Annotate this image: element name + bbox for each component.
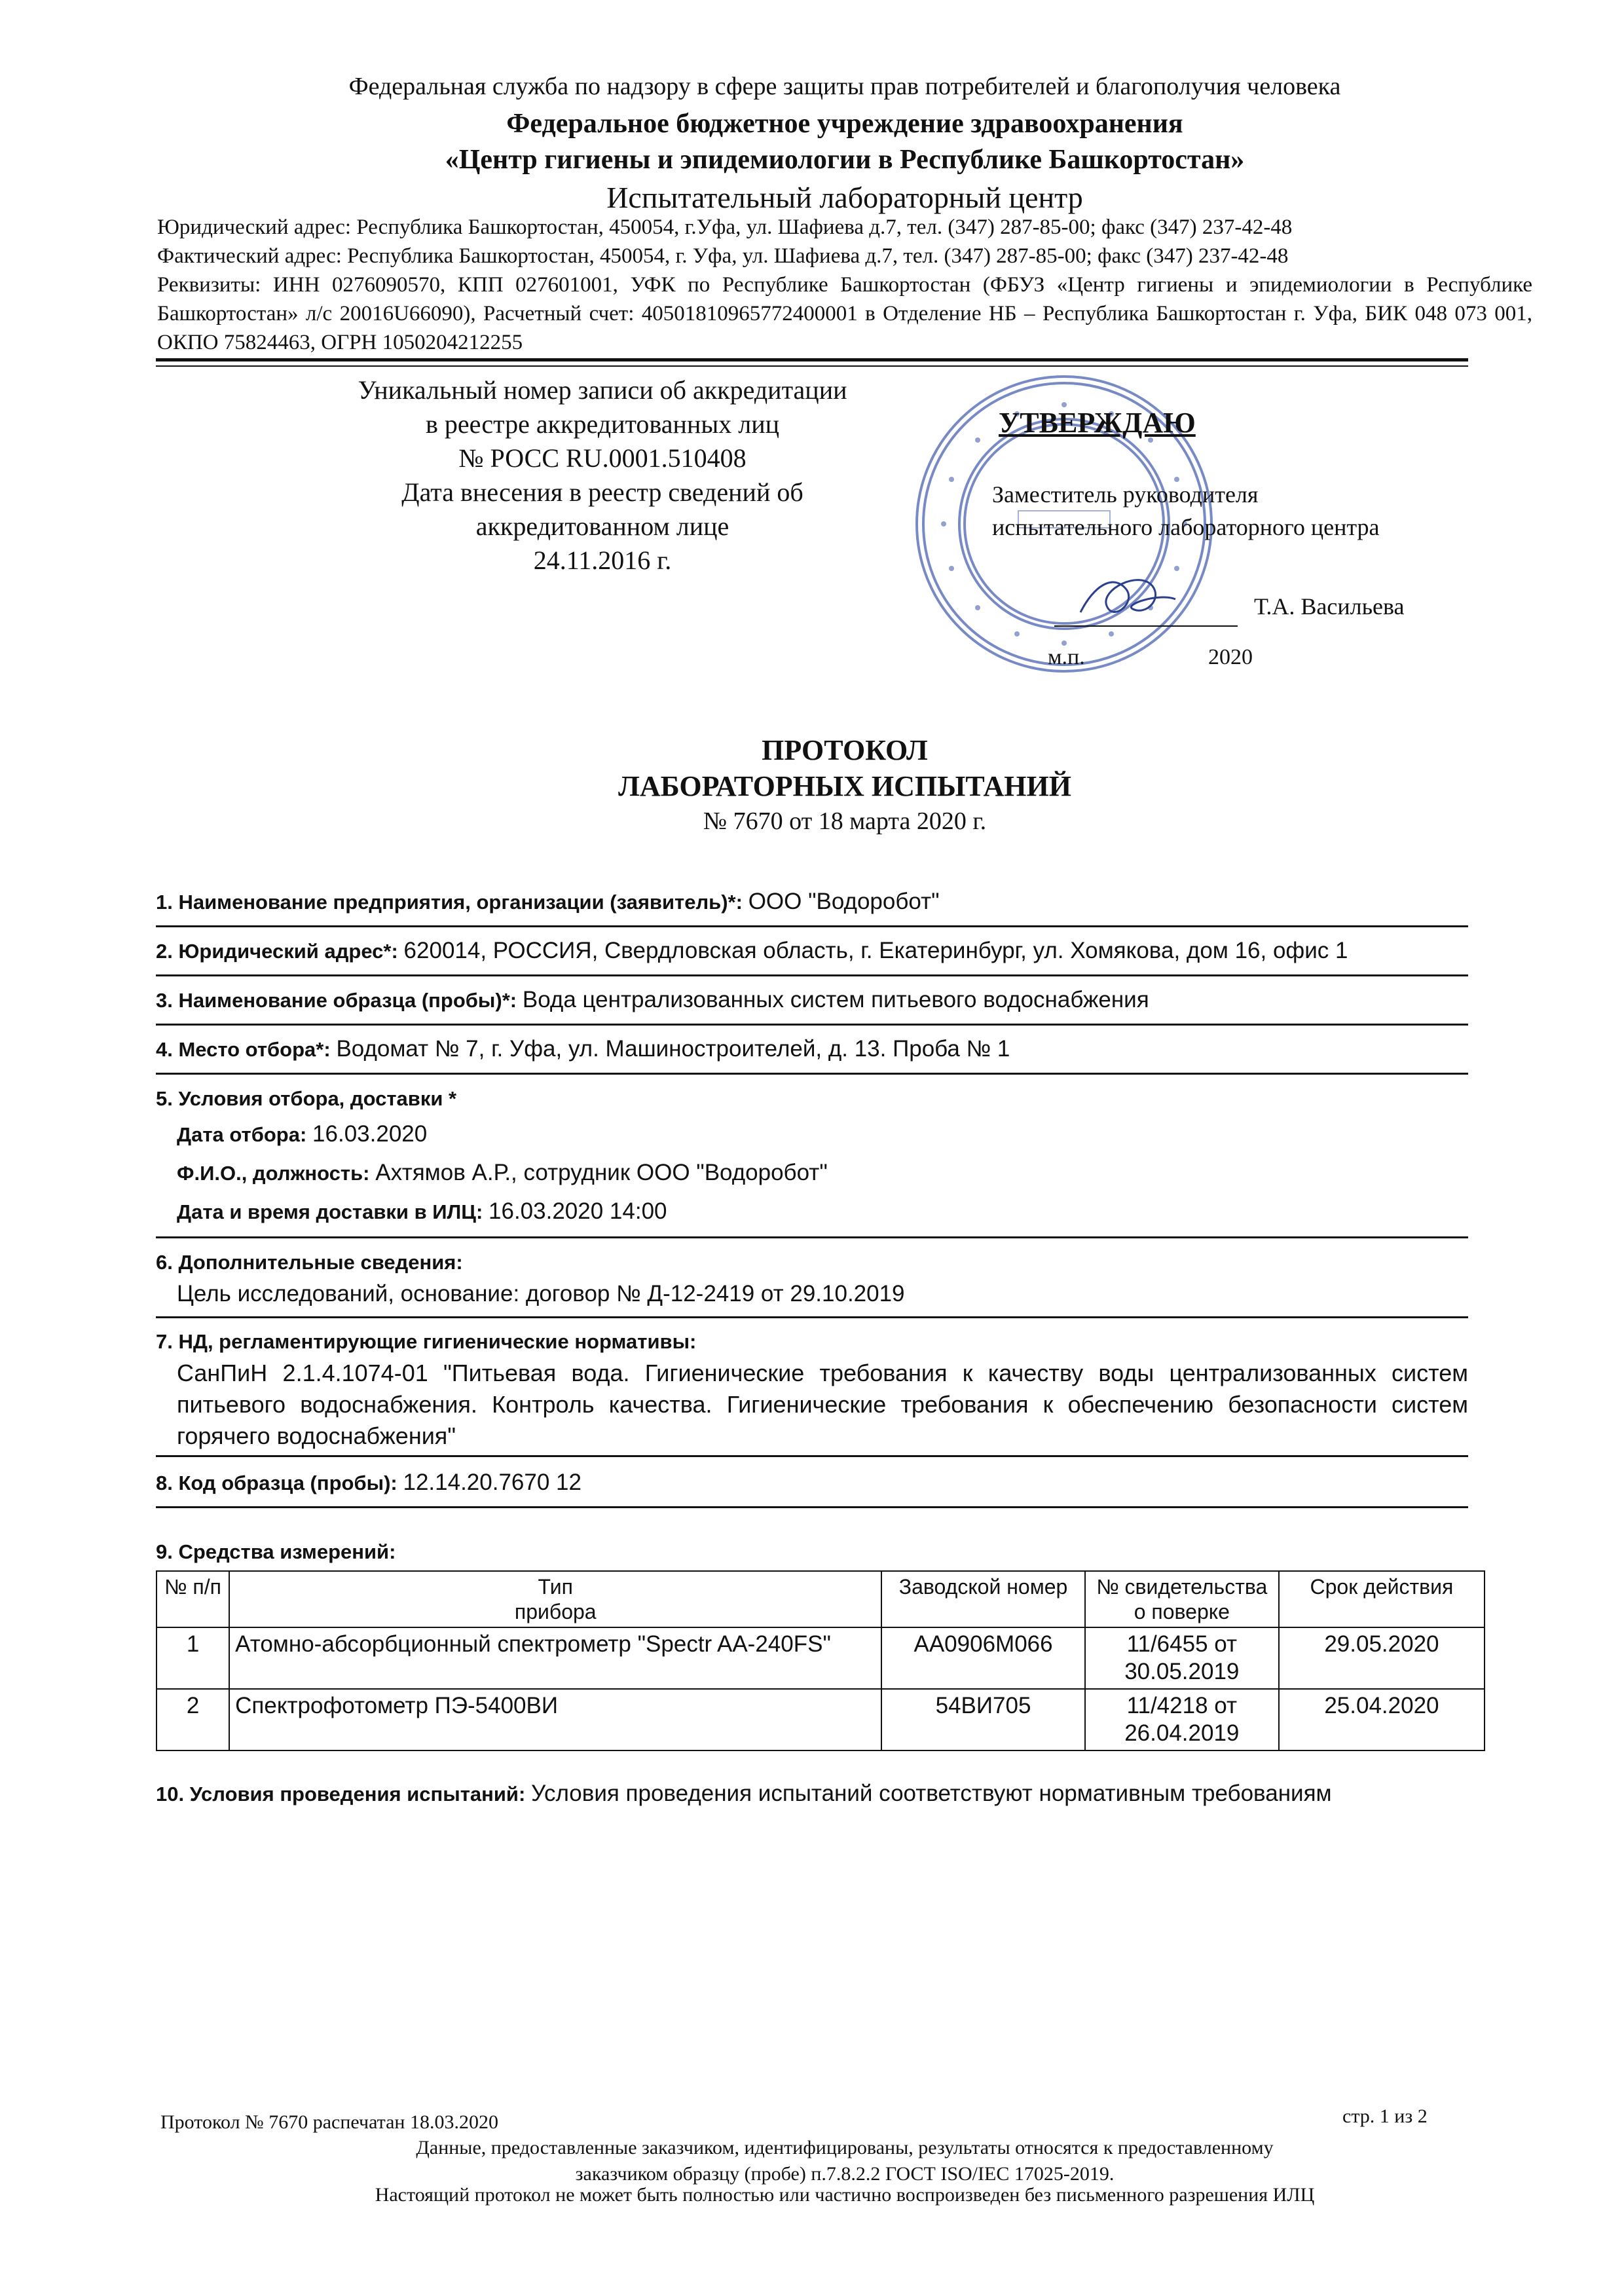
- institution-full-name: «Центр гигиены и эпидемиологии в Республике Башкортостан»: [445, 145, 1245, 175]
- cell-type: Спектрофотометр ПЭ-5400ВИ: [229, 1689, 881, 1750]
- cell-cert-line: 11/4218 от: [1126, 1693, 1237, 1718]
- document-title: ПРОТОКОЛ: [762, 734, 928, 766]
- document-subtitle: ЛАБОРАТОРНЫХ ИСПЫТАНИЙ: [618, 770, 1071, 802]
- signature-line: [1054, 625, 1238, 627]
- col-cert-header: [1085, 1571, 1279, 1627]
- section-divider: [156, 974, 1468, 976]
- section-label: 3. Наименование образца (пробы)*:: [156, 989, 517, 1012]
- section-label: 8. Код образца (пробы):: [156, 1472, 397, 1494]
- section-label: 2. Юридический адрес*:: [156, 940, 398, 963]
- table-row: [157, 1627, 1485, 1689]
- table-header-row: [157, 1571, 1485, 1627]
- section-divider: [156, 1024, 1468, 1026]
- col-serial-header: Заводской номер: [881, 1571, 1084, 1627]
- section-label: 6. Дополнительные сведения:: [156, 1251, 463, 1274]
- sampler-value: Ахтямов А.Р., сотрудник ООО "Водоробот": [375, 1160, 828, 1185]
- col-type-header-line: прибора: [514, 1600, 597, 1623]
- table-row: [157, 1689, 1485, 1750]
- section-label: 5. Условия отбора, доставки *: [156, 1087, 457, 1110]
- footer-note-line: Данные, предоставленные заказчиком, идентифицированы, результаты относятся к предоставленному: [416, 2137, 1274, 2158]
- accreditation-line: Уникальный номер записи об аккредитации: [358, 375, 847, 405]
- col-num-header: № п/п: [157, 1571, 229, 1627]
- cell-cert-line: 30.05.2019: [1124, 1659, 1240, 1684]
- requisites: Реквизиты: ИНН 0276090570, КПП 027601001, УФК по Республике Башкортостан (ФБУЗ «Центр гигиены и эпидемиологии в Республике Башкортостан» л/с 20016U66090), Расчетный счет: 40501810965772400001 в Отделение НБ – Республика Башкортостан г. Уфа, БИК 048 073 001, ОКПО 75824463, ОГРН 1050204212255: [157, 273, 1532, 354]
- section-divider: [156, 925, 1468, 927]
- section-label: 9. Средства измерений:: [156, 1540, 396, 1563]
- approver-position-line: испытательного лабораторного центра: [992, 514, 1380, 540]
- sampling-place-value: Водомат № 7, г. Уфа, ул. Машиностроителей, д. 13. Проба № 1: [336, 1036, 1010, 1062]
- section-sample-name: [156, 984, 1468, 1016]
- sampling-date-value: 16.03.2020: [312, 1121, 428, 1147]
- normative-docs-value: СанПиН 2.1.4.1074-01 "Питьевая вода. Гигиенические требования к качеству воды централизованных систем питьевого водоснабжения. Контроль качества. Гигиенические требования к обеспечению безопасности систем горячего водоснабжения": [177, 1360, 1468, 1449]
- protocol-number-date: № 7670 от 18 марта 2020 г.: [703, 807, 987, 835]
- section-label: 1. Наименование предприятия, организации (заявитель)*:: [156, 891, 743, 914]
- cell-serial: 54ВИ705: [881, 1689, 1084, 1750]
- accreditation-block: [275, 373, 930, 578]
- section-divider: [156, 1236, 1468, 1238]
- section-additional-info: [156, 1246, 1468, 1310]
- institution-name: Федеральное бюджетное учреждение здравоохранения: [506, 109, 1183, 139]
- accreditation-line: Дата внесения в реестр сведений об: [401, 477, 803, 507]
- sampler-label: Ф.И.О., должность:: [177, 1162, 370, 1185]
- section-divider: [156, 1073, 1468, 1075]
- lab-center-name: Испытательный лабораторный центр: [606, 181, 1083, 214]
- section-divider: [156, 1506, 1468, 1508]
- cell-validity: 29.05.2020: [1279, 1627, 1485, 1689]
- legal-address: Юридический адрес: Республика Башкортостан, 450054, г.Уфа, ул. Шафиева д.7, тел. (347) 287-85-00; факс (347) 237-42-48: [157, 215, 1293, 239]
- accreditation-date: 24.11.2016 г.: [533, 546, 672, 575]
- approver-position-line: Заместитель руководителя: [992, 481, 1259, 508]
- equipment-table: [156, 1570, 1485, 1751]
- section-measuring-instruments: [156, 1536, 1468, 1568]
- section-divider: [156, 1455, 1468, 1457]
- footer-note: [157, 2135, 1532, 2187]
- approver-position: [992, 478, 1380, 544]
- cell-type: Атомно-абсорбционный спектрометр "Spectr AA-240FS": [229, 1627, 881, 1689]
- accreditation-line: аккредитованном лице: [475, 511, 729, 541]
- section-test-conditions: [156, 1778, 1468, 1810]
- col-cert-header-line: № свидетельства: [1096, 1575, 1268, 1599]
- agency-name: Федеральная служба по надзору в сфере защиты прав потребителей и благополучия человека: [348, 73, 1341, 100]
- sample-code-value: 12.14.20.7670 12: [403, 1470, 581, 1495]
- footer-note-line: заказчиком образцу (пробе) п.7.8.2.2 ГОСТ ISO/IEC 17025-2019.: [575, 2163, 1115, 2185]
- section-applicant: [156, 886, 1468, 918]
- delivery-value: 16.03.2020 14:00: [489, 1198, 667, 1224]
- cell-num: 2: [157, 1689, 229, 1750]
- legal-address-value: 620014, РОССИЯ, Свердловская область, г. Екатеринбург, ул. Хомякова, дом 16, офис 1: [403, 938, 1348, 963]
- col-type-header: [229, 1571, 881, 1627]
- accreditation-line: в реестре аккредитованных лиц: [426, 409, 779, 439]
- sampling-date-label: Дата отбора:: [177, 1123, 307, 1146]
- sample-name-value: Вода централизованных систем питьевого водоснабжения: [522, 987, 1149, 1012]
- approver-name: Т.А. Васильева: [1254, 593, 1405, 620]
- col-cert-header-line: о поверке: [1134, 1600, 1230, 1623]
- cell-cert-line: 26.04.2019: [1124, 1720, 1240, 1746]
- section-sampling-place: [156, 1033, 1468, 1065]
- footer-disclaimer: Настоящий протокол не может быть полностью или частично воспроизведен без письменного разрешения ИЛЦ: [375, 2184, 1315, 2206]
- cell-validity: 25.04.2020: [1279, 1689, 1485, 1750]
- section-normative-docs: [156, 1325, 1468, 1452]
- applicant-value: ООО "Водоробот": [748, 889, 940, 914]
- additional-info-value: Цель исследований, основание: договор № Д-12-2419 от 29.10.2019: [177, 1281, 905, 1306]
- cell-num: 1: [157, 1627, 229, 1689]
- cell-cert: [1085, 1689, 1279, 1750]
- section-label: 10. Условия проведения испытаний:: [156, 1783, 526, 1805]
- cell-serial: AA0906M066: [881, 1627, 1084, 1689]
- actual-address: Фактический адрес: Республика Башкортостан, 450054, г. Уфа, ул. Шафиева д.7, тел. (347) 287-85-00; факс (347) 237-42-48: [157, 244, 1289, 268]
- col-type-header-line: Тип: [538, 1575, 573, 1599]
- approval-year: 2020: [1208, 645, 1253, 669]
- header-divider-thin: [156, 365, 1468, 367]
- seal-place-label: м.п.: [1048, 645, 1085, 669]
- test-conditions-value: Условия проведения испытаний соответствуют нормативным требованиям: [531, 1781, 1332, 1806]
- accreditation-number: № РОСС RU.0001.510408: [458, 443, 747, 473]
- section-legal-address: [156, 935, 1468, 967]
- section-sampling-conditions: [156, 1083, 1468, 1228]
- print-info: Протокол № 7670 распечатан 18.03.2020: [160, 2111, 498, 2133]
- cell-cert-line: 11/6455 от: [1126, 1631, 1237, 1657]
- delivery-label: Дата и время доставки в ИЛЦ:: [177, 1200, 483, 1223]
- approval-title: УТВЕРЖДАЮ: [999, 407, 1196, 439]
- col-validity-header: Срок действия: [1279, 1571, 1485, 1627]
- page-number: стр. 1 из 2: [1342, 2105, 1428, 2127]
- cell-cert: [1085, 1627, 1279, 1689]
- section-label: 7. НД, регламентирующие гигиенические нормативы:: [156, 1330, 697, 1353]
- section-divider: [156, 1316, 1468, 1318]
- header-divider: [156, 358, 1468, 361]
- signature-icon: [1067, 560, 1185, 632]
- section-sample-code: [156, 1467, 1468, 1499]
- section-label: 4. Место отбора*:: [156, 1038, 331, 1061]
